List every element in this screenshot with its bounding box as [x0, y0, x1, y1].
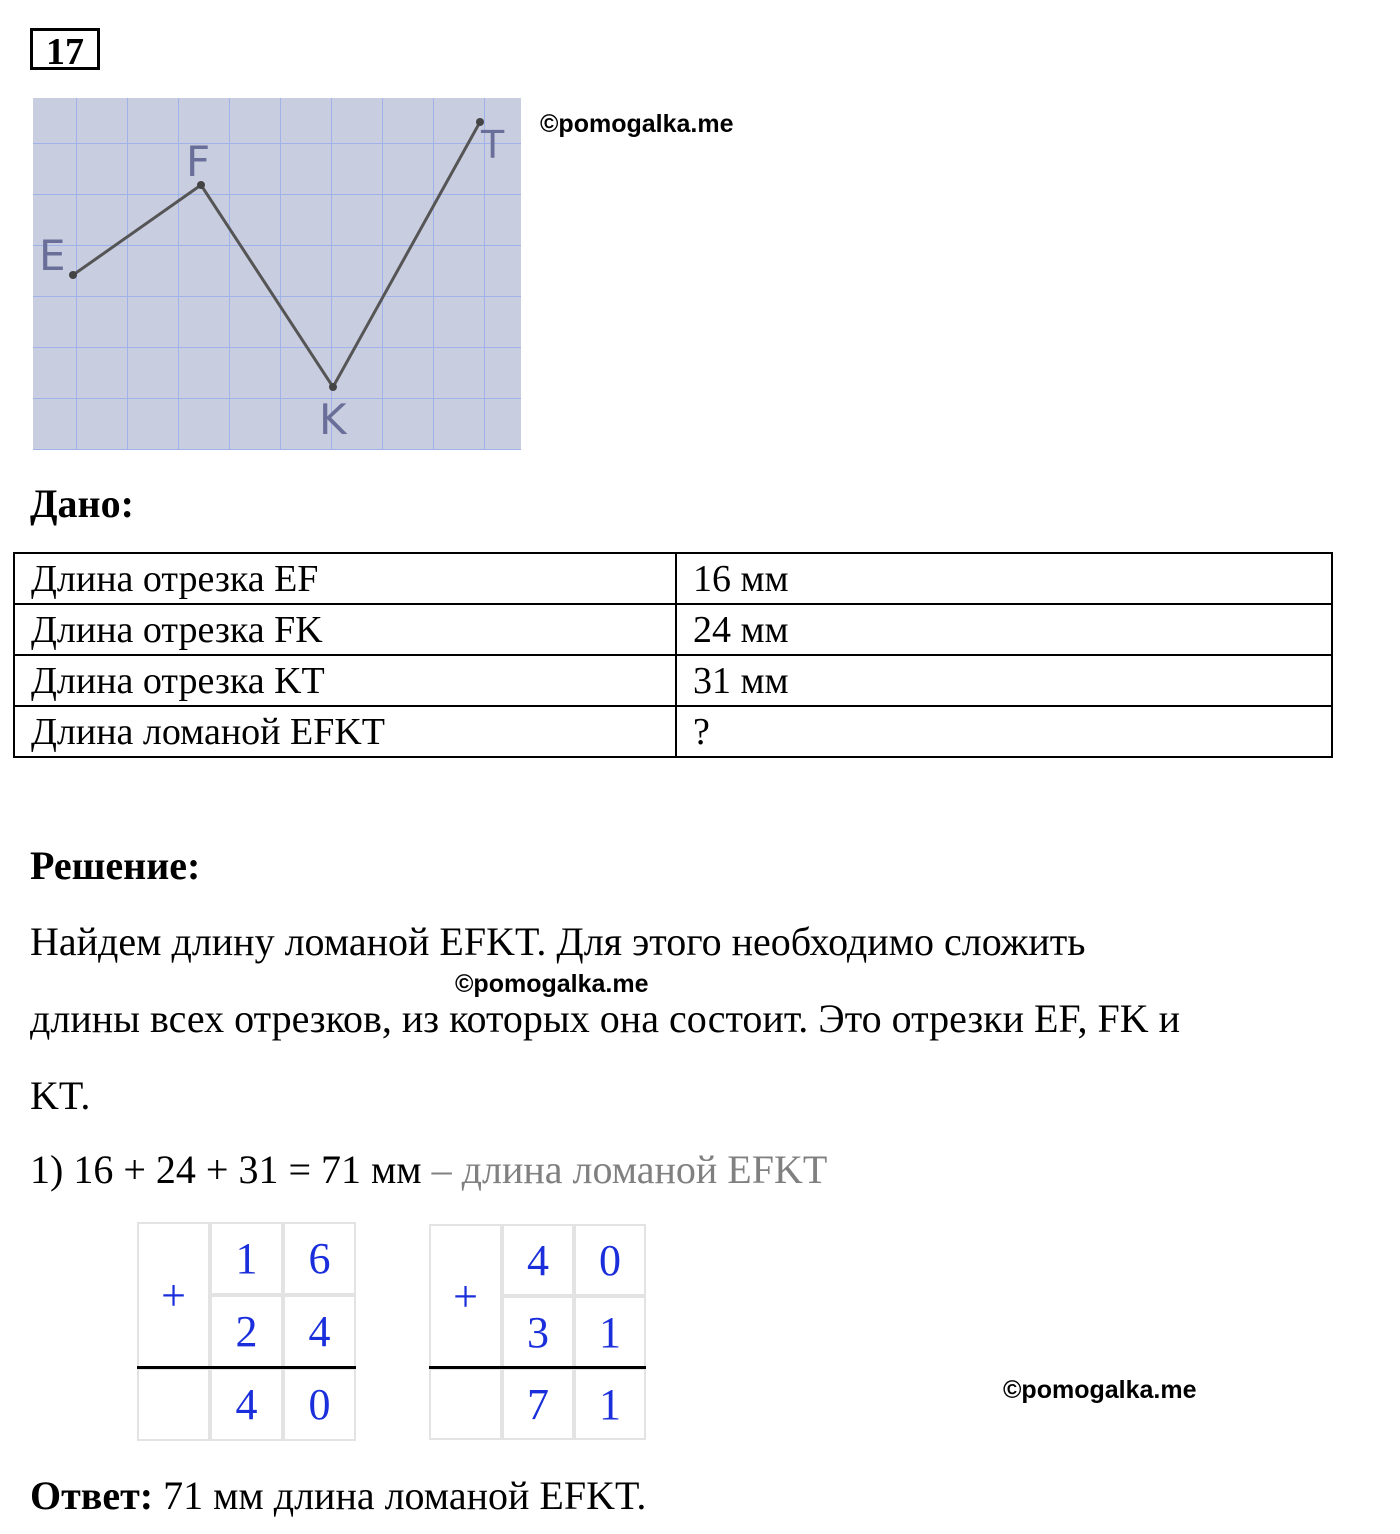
- sum-digit-cell: 1: [574, 1368, 646, 1440]
- digit-cell: 0: [574, 1224, 646, 1296]
- digit-cell: 1: [574, 1296, 646, 1368]
- point-k: [329, 383, 337, 391]
- sum-line: [137, 1366, 356, 1369]
- sum-digit-cell: 7: [502, 1368, 574, 1440]
- row-value: 31 мм: [676, 655, 1332, 706]
- polyline-photo: [33, 98, 521, 450]
- label-e: E: [39, 231, 66, 280]
- plus-sign: +: [137, 1222, 210, 1368]
- solution-step: [30, 1146, 827, 1193]
- solution-text-line: Найдем длину ломаной EFKT. Для этого необходимо сложить: [30, 919, 1086, 964]
- digit-cell: 1: [210, 1222, 283, 1295]
- sum-digit-cell: 4: [210, 1368, 283, 1441]
- table-row: [14, 655, 1332, 706]
- answer: [30, 1472, 646, 1519]
- solution-text-line: длины всех отрезков, из которых она состоит. Это отрезки EF, FK и: [30, 996, 1180, 1041]
- table-row: [14, 706, 1332, 757]
- point-e: [69, 271, 77, 279]
- row-label: Длина отрезка KT: [14, 655, 676, 706]
- sum-digit-cell: 0: [283, 1368, 356, 1441]
- paper-grid: [33, 98, 521, 450]
- digit-cell: 3: [502, 1296, 574, 1368]
- task-number: 17: [30, 28, 100, 70]
- row-label: Длина ломаной EFKT: [14, 706, 676, 757]
- label-k: K: [319, 395, 347, 444]
- column-addition: [429, 1224, 646, 1440]
- solution-text-line: KT.: [30, 1073, 91, 1118]
- answer-text: 71 мм длина ломаной EFKT.: [153, 1473, 647, 1518]
- step-comment: – длина ломаной EFKT: [421, 1147, 828, 1192]
- label-f: F: [186, 137, 211, 186]
- digit-cell: 4: [283, 1295, 356, 1368]
- row-label: Длина отрезка FK: [14, 604, 676, 655]
- watermark: ©pomogalka.me: [540, 110, 734, 138]
- row-label: Длина отрезка EF: [14, 553, 676, 604]
- label-t: T: [481, 123, 505, 167]
- answer-label: Ответ:: [30, 1473, 154, 1518]
- digit-cell: 2: [210, 1295, 283, 1368]
- table-row: [14, 553, 1332, 604]
- digit-cell: 6: [283, 1222, 356, 1295]
- plus-sign: +: [429, 1224, 502, 1368]
- row-value: ?: [676, 706, 1332, 757]
- empty-cell: [137, 1368, 210, 1441]
- row-value: 16 мм: [676, 553, 1332, 604]
- given-heading: Дано:: [30, 481, 134, 526]
- empty-cell: [429, 1368, 502, 1440]
- step-expression: 1) 16 + 24 + 31 = 71 мм: [30, 1147, 422, 1192]
- digit-cell: 4: [502, 1224, 574, 1296]
- solution-heading: Решение:: [30, 843, 201, 888]
- row-value: 24 мм: [676, 604, 1332, 655]
- watermark: ©pomogalka.me: [455, 970, 649, 998]
- sum-line: [429, 1366, 646, 1369]
- watermark: ©pomogalka.me: [1003, 1376, 1197, 1404]
- given-table: [13, 552, 1333, 758]
- column-addition: [137, 1222, 356, 1441]
- table-row: [14, 604, 1332, 655]
